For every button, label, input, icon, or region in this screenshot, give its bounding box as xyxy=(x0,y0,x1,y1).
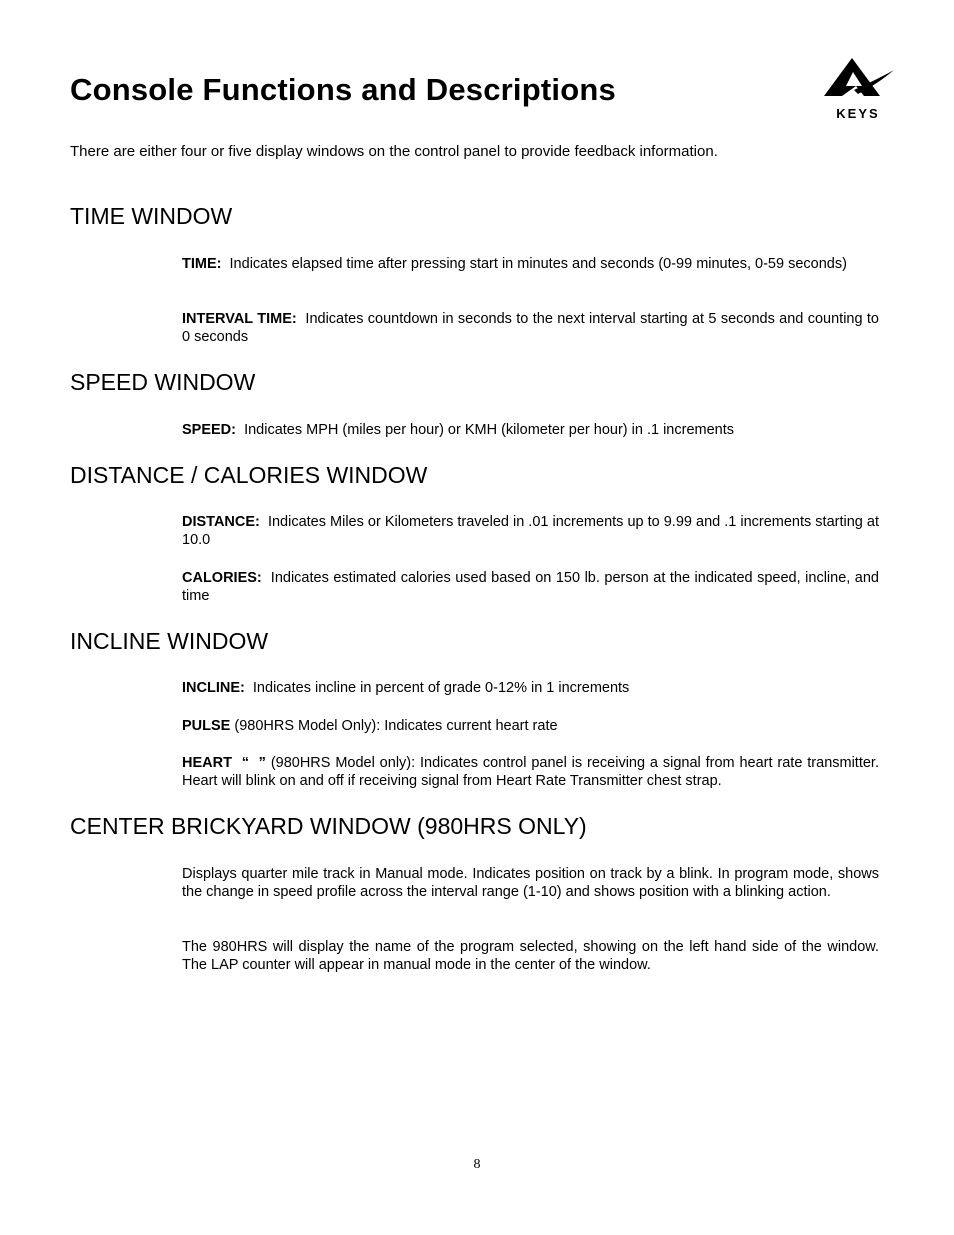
incline-description xyxy=(182,679,879,697)
intro-text: There are either four or five display windows on the control panel to provide feedback information. xyxy=(70,143,718,160)
speed-description xyxy=(182,421,879,439)
incline-term: INCLINE: xyxy=(182,680,245,696)
speed-text: Indicates MPH (miles per hour) or KMH (kilometer per hour) in .1 increments xyxy=(244,422,734,438)
interval-time-description xyxy=(182,310,879,346)
interval-time-text: Indicates countdown in seconds to the next interval starting at 5 seconds and counting to 0 seconds xyxy=(182,311,879,345)
incline-text: Indicates incline in percent of grade 0-12% in 1 increments xyxy=(252,680,630,696)
section-heading-distance-calories: DISTANCE / CALORIES WINDOW xyxy=(70,462,428,488)
brickyard-paragraph-1: Displays quarter mile track in Manual mode. Indicates position on track by a blink. In program mode, shows the change in speed profile across the interval range (1-10) and shows position with a blinking action. xyxy=(182,866,879,900)
heart-text: (980HRS Model only): Indicates control panel is receiving a signal from heart rate transmitter. Heart will blink on and off if receiving signal from Heart Rate Transmitter chest strap. xyxy=(182,755,879,789)
time-text: Indicates elapsed time after pressing start in minutes and seconds (0-99 minutes, 0-59 seconds) xyxy=(229,256,847,272)
distance-description xyxy=(182,513,879,549)
page-title: Console Functions and Descriptions xyxy=(70,72,616,107)
section-heading-incline: INCLINE WINDOW xyxy=(70,628,269,654)
section-heading-speed: SPEED WINDOW xyxy=(70,369,256,395)
distance-term: DISTANCE: xyxy=(182,514,260,530)
heart-description xyxy=(182,754,879,790)
interval-time-term: INTERVAL TIME: xyxy=(182,311,297,327)
time-description xyxy=(182,255,879,273)
time-term: TIME: xyxy=(182,256,222,272)
pulse-description xyxy=(182,717,879,735)
speed-term: SPEED: xyxy=(182,422,236,438)
keys-logo xyxy=(820,56,898,124)
brickyard-paragraph-2: The 980HRS will display the name of the program selected, showing on the left hand side of the window. The LAP counter will appear in manual mode in the center of the window. xyxy=(182,939,879,973)
calories-text: Indicates estimated calories used based on 150 lb. person at the indicated speed, incline, and time xyxy=(182,570,879,604)
section-heading-brickyard: CENTER BRICKYARD WINDOW (980HRS ONLY) xyxy=(70,813,587,839)
heart-term: HEART “ ” xyxy=(182,755,266,771)
section-heading-time: TIME WINDOW xyxy=(70,203,233,229)
pulse-term: PULSE xyxy=(182,718,231,734)
page-number: 8 xyxy=(473,1157,481,1172)
pulse-text: (980HRS Model Only): Indicates current heart rate xyxy=(234,718,558,734)
calories-term: CALORIES: xyxy=(182,570,262,586)
keys-logo-mark xyxy=(824,58,894,96)
calories-description xyxy=(182,569,879,605)
distance-text: Indicates Miles or Kilometers traveled in .01 increments up to 9.99 and .1 increments starting at 10.0 xyxy=(182,514,879,548)
keys-logo-text: KEYS xyxy=(836,106,880,121)
